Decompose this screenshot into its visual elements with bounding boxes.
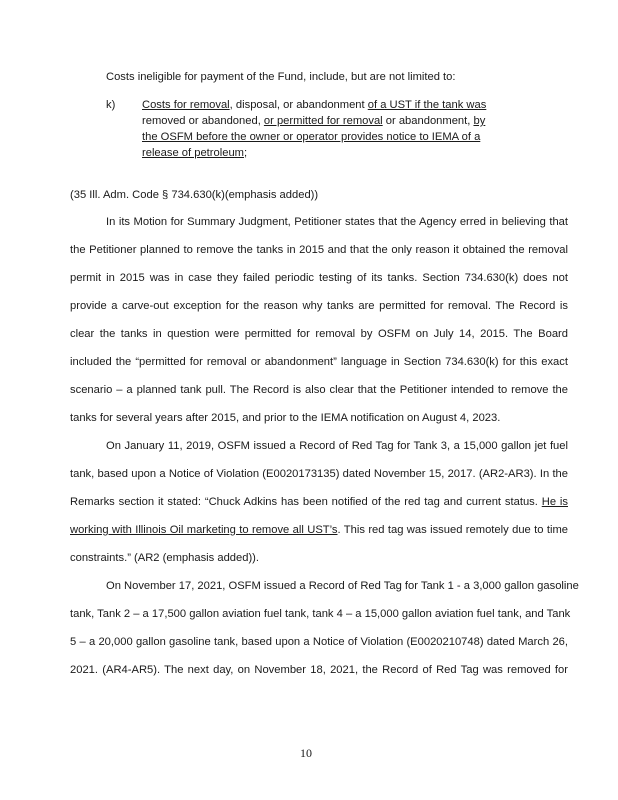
item-k-line-1 <box>142 98 486 112</box>
para1-line-5: clear the tanks in question were permitted for removal by OSFM on July 14, 2015. The Board <box>70 328 568 340</box>
para1-line-3: permit in 2015 was in case they failed periodic testing of its tanks. Section 734.630(k) does not <box>70 272 568 284</box>
para2-line-4 <box>70 523 568 537</box>
para1-line-4: provide a carve-out exception for the reason why tanks are permitted for removal. The Record is <box>70 300 568 312</box>
item-k-l1-b: , disposal, or abandonment <box>229 99 368 111</box>
intro-text: Costs ineligible for payment of the Fund, include, but are not limited to: <box>106 71 456 83</box>
para3-line-3: 5 – a 20,000 gallon gasoline tank, based upon a Notice of Violation (E0020210748) dated March 26, <box>70 636 568 648</box>
para1-line-8: tanks for several years after 2015, and prior to the IEMA notification on August 4, 2023. <box>70 412 501 424</box>
para1-line-2: the Petitioner planned to remove the tanks in 2015 and that the only reason it obtained the removal <box>70 244 568 256</box>
para2-line-1: On January 11, 2019, OSFM issued a Record of Red Tag for Tank 3, a 15,000 gallon jet fuel <box>106 440 568 452</box>
para1-line-7: scenario – a planned tank pull. The Record is also clear that the Petitioner intended to remove the <box>70 384 568 396</box>
para3-line-2: tank, Tank 2 – a 17,500 gallon aviation fuel tank, tank 4 – a 15,000 gallon aviation fuel tank, and Tank <box>70 608 571 620</box>
item-k-l2-b: or permitted for removal <box>263 115 383 127</box>
para2-line-2: tank, based upon a Notice of Violation (E0020173135) dated November 15, 2017. (AR2-AR3). In the <box>70 468 568 480</box>
para2-l3-b: He is <box>541 496 568 508</box>
item-k-l4-end: ; <box>244 147 248 159</box>
para1-line-1: In its Motion for Summary Judgment, Petitioner states that the Agency erred in believing that <box>106 216 568 228</box>
item-k-line-3: the OSFM before the owner or operator provides notice to IEMA of a <box>142 131 481 143</box>
para1-line-6: included the “permitted for removal or abandonment” language in Section 734.630(k) for this exact <box>70 356 568 368</box>
item-k-l4: release of petroleum <box>142 147 244 159</box>
item-k-line-2 <box>142 114 485 128</box>
item-k-l2-c: or abandonment, <box>382 115 474 127</box>
para2-l4-b: . This red tag was issued remotely due to time <box>337 524 568 536</box>
item-k-l2-a: removed or abandoned, <box>142 115 264 127</box>
para2-l4-a: working with Illinois Oil marketing to remove all UST’s <box>70 524 338 536</box>
para3-line-4: 2021. (AR4-AR5). The next day, on November 18, 2021, the Record of Red Tag was removed for <box>70 664 568 676</box>
citation: (35 Ill. Adm. Code § 734.630(k)(emphasis added)) <box>70 189 319 201</box>
item-k-l2-d: by <box>473 115 486 127</box>
para3-line-1: On November 17, 2021, OSFM issued a Record of Red Tag for Tank 1 - a 3,000 gallon gasoline <box>106 580 579 592</box>
item-k-line-4 <box>142 146 247 160</box>
item-k-l1-a: Costs for removal <box>142 99 230 111</box>
item-k-l1-c: of a UST if the tank was <box>367 99 487 111</box>
para2-line-5: constraints.” (AR2 (emphasis added)). <box>70 552 260 564</box>
para2-line-3 <box>70 495 568 509</box>
para2-l3-a: Remarks section it stated: “Chuck Adkins has been notified of the red tag and current status. <box>70 496 542 508</box>
page-number: 10 <box>300 746 312 760</box>
item-k-marker: k) <box>106 99 116 111</box>
